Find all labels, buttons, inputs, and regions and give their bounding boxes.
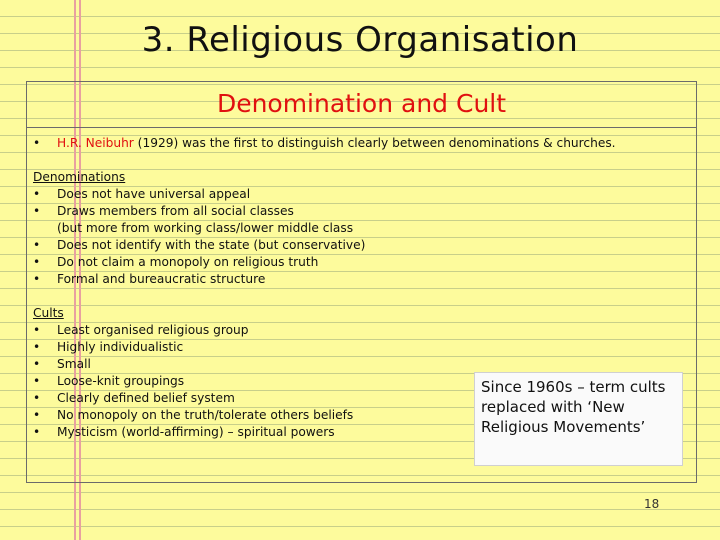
cults-heading: Cults (33, 306, 64, 320)
author-name: H.R. Neibuhr (57, 136, 134, 150)
page-number: 18 (644, 497, 660, 511)
list-item-continuation: (but more from working class/lower middle class (57, 221, 354, 235)
denominations-heading: Denominations (33, 170, 126, 184)
list-item: • Do not claim a monopoly on religious truth (33, 255, 319, 269)
spacer (33, 288, 696, 305)
list-item: • Least organised religious group (33, 323, 249, 337)
spacer (33, 152, 696, 169)
callout-note: Since 1960s – term cults replaced with ‘New Religious Movements’ (474, 372, 683, 466)
box-header: Denomination and Cult (27, 82, 696, 128)
intro-line (33, 135, 696, 152)
list-item: • Formal and bureaucratic structure (33, 272, 266, 286)
list-item: • Mysticism (world-affirming) – spiritual powers (33, 425, 335, 439)
list-item: • Small (33, 357, 91, 371)
slide-title: 3. Religious Organisation (141, 20, 579, 60)
intro-text: (1929) was the first to distinguish clearly between denominations & churches. (133, 136, 616, 150)
list-item: • Highly individualistic (33, 340, 184, 354)
list-item: • Draws members from all social classes (33, 204, 294, 218)
list-item: • Loose-knit groupings (33, 374, 185, 388)
list-item: • Does not have universal appeal (33, 187, 251, 201)
list-item: • Does not identify with the state (but conservative) (33, 238, 366, 252)
list-item: • No monopoly on the truth/tolerate others beliefs (33, 408, 354, 422)
bullet: • (33, 136, 41, 150)
list-item: • Clearly defined belief system (33, 391, 235, 405)
